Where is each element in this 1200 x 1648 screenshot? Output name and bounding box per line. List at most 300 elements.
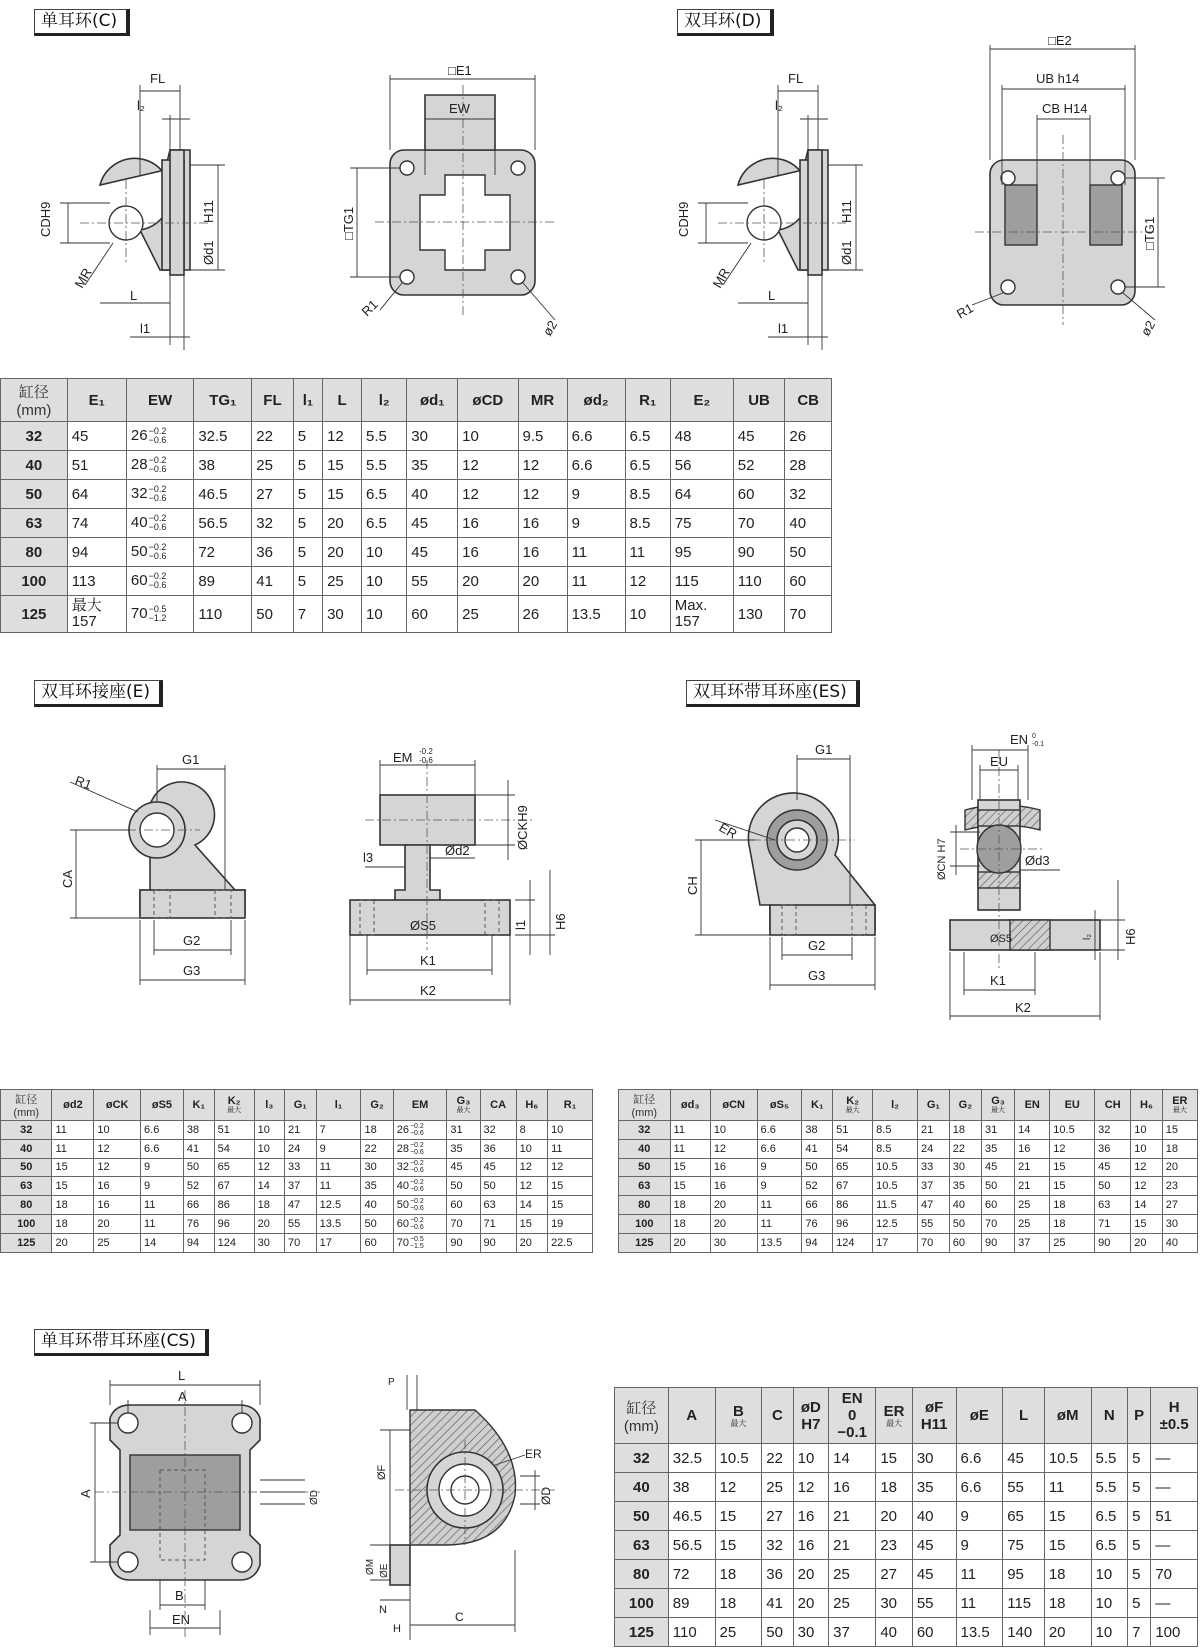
column-header: E₂ <box>670 379 733 422</box>
table-cell: 6.6 <box>757 1139 802 1158</box>
d-front-cb-label: CB H14 <box>1042 101 1088 116</box>
es-side-er-label: ER <box>716 819 740 842</box>
column-header: K₁ <box>183 1090 214 1121</box>
table-cell: 9 <box>141 1177 184 1196</box>
c-side-h11-label: H11 <box>201 200 216 223</box>
table-cell: 11 <box>1044 1473 1091 1502</box>
table-cell: 10 <box>516 1139 547 1158</box>
es-side-g2-label: G2 <box>808 938 826 953</box>
d-front-e2-label: □E2 <box>1048 33 1072 48</box>
table-cell: 96 <box>214 1214 254 1233</box>
drawing-d-side <box>668 55 888 365</box>
table-cell: 38 <box>802 1121 833 1140</box>
table-cell: 16 <box>94 1196 141 1215</box>
table-cell: 28−0.2 −0.6 <box>126 451 193 480</box>
table-row <box>1 451 832 480</box>
table-cell: 5 <box>293 480 322 509</box>
table-cell: 11 <box>316 1158 361 1177</box>
column-header: H₆ <box>516 1090 547 1121</box>
table-cell: 35 <box>949 1177 981 1196</box>
e-front-l3-label: l3 <box>363 850 374 865</box>
table-cell: 11 <box>670 1139 710 1158</box>
c-front-e1-label: □E1 <box>448 63 472 78</box>
table-cell: 18 <box>52 1196 94 1215</box>
table-cell: 41 <box>762 1589 793 1618</box>
table-cell: 70−0.5 −1.5 <box>393 1233 447 1252</box>
table-cell: 15 <box>1050 1158 1095 1177</box>
e-side-r1-label: R1 <box>72 772 94 793</box>
table-cell: 25 <box>1015 1196 1050 1215</box>
table-row <box>619 1233 1198 1252</box>
d-front-r1-label: R1 <box>954 300 976 322</box>
table-cell: 11 <box>141 1214 184 1233</box>
table-row <box>1 538 832 567</box>
table-cell: 5 <box>293 538 322 567</box>
table-cell: 40 <box>361 1196 393 1215</box>
table-cell: 12 <box>518 480 567 509</box>
table-cell: 60−0.2 −0.6 <box>393 1214 447 1233</box>
table-cell: 75 <box>670 509 733 538</box>
table-cell: 14 <box>1131 1196 1162 1215</box>
table-cell: 90 <box>480 1233 516 1252</box>
table-cell: 11 <box>548 1139 593 1158</box>
table-es <box>618 1089 1198 1253</box>
table-cell: 30 <box>407 422 458 451</box>
table-cell: 9 <box>757 1177 802 1196</box>
cs-top-a-label: A <box>178 1389 187 1404</box>
table-cell: 55 <box>284 1214 316 1233</box>
table-cell: 27 <box>252 480 293 509</box>
table-cell: 18 <box>1044 1560 1091 1589</box>
table-row <box>615 1589 1198 1618</box>
table-cell: 21 <box>1015 1177 1050 1196</box>
table-cell: 16 <box>710 1158 757 1177</box>
es-front-eu-label: EU <box>990 754 1009 769</box>
column-header: G₁ <box>918 1090 950 1121</box>
table-cell: 40−0.2 −0.6 <box>126 509 193 538</box>
column-header: EU <box>1050 1090 1095 1121</box>
c-side-cdh9-label: CDH9 <box>38 201 53 237</box>
table-cell: 31 <box>447 1121 480 1140</box>
table-cell: 10 <box>1091 1618 1128 1647</box>
table-cell: 12 <box>1050 1139 1095 1158</box>
drawing-es-front <box>936 730 1180 1040</box>
cs-side-m-label: ØM <box>365 1558 376 1575</box>
table-cell: 50 <box>480 1177 516 1196</box>
table-cell: 24 <box>284 1139 316 1158</box>
table-cell: 20 <box>710 1196 757 1215</box>
table-cell: 50 <box>183 1158 214 1177</box>
table-row <box>1 1233 593 1252</box>
table-cell: 20 <box>793 1589 828 1618</box>
cs-top-d-label: ØD <box>309 1490 320 1505</box>
column-header: R₁ <box>548 1090 593 1121</box>
tolerance: −0.5 −1.5 <box>409 1235 424 1250</box>
cs-top-en-label: EN <box>172 1612 191 1627</box>
column-header: G₃ 最大 <box>447 1090 480 1121</box>
d-side-fl-label: FL <box>788 71 804 86</box>
es-front-h6-label: H6 <box>1123 928 1138 945</box>
table-cell: 94 <box>183 1233 214 1252</box>
table-cell: 50 <box>1095 1177 1131 1196</box>
tolerance: −0.2 −0.6 <box>409 1198 424 1213</box>
bore-cell: 40 <box>1 451 68 480</box>
table-cell: 21 <box>918 1121 950 1140</box>
table-cell: 45 <box>912 1560 956 1589</box>
bore-cell: 125 <box>1 596 68 633</box>
table-cell: 12 <box>254 1158 284 1177</box>
table-cell: 115 <box>670 567 733 596</box>
table-cell: 21 <box>284 1121 316 1140</box>
table-cell: 51 <box>1151 1502 1198 1531</box>
bore-cell: 40 <box>619 1139 671 1158</box>
table-row <box>1 1214 593 1233</box>
table-row <box>1 1139 593 1158</box>
table-cell: 20 <box>1162 1158 1197 1177</box>
table-cell: 11 <box>567 538 625 567</box>
table-cell: 10 <box>548 1121 593 1140</box>
table-cell: 14 <box>1015 1121 1050 1140</box>
tolerance: −0.2 −0.6 <box>409 1122 424 1137</box>
header-subscript: 最大 <box>886 1419 903 1428</box>
table-cell: 90 <box>982 1233 1015 1252</box>
column-header: FL <box>252 379 293 422</box>
table-cs <box>614 1387 1198 1647</box>
table-cell: 6.5 <box>362 509 407 538</box>
table-cell: 32.5 <box>668 1444 715 1473</box>
table-cell: 25 <box>829 1560 876 1589</box>
table-cell: 25 <box>1050 1233 1095 1252</box>
column-header: 缸径 (mm) <box>1 1090 52 1121</box>
table-cell: 94 <box>67 538 126 567</box>
bore-cell: 50 <box>619 1158 671 1177</box>
section-title-es: 双耳环带耳环座(ES) <box>686 680 860 707</box>
table-cell: 16 <box>458 509 518 538</box>
table-cell: 70 <box>733 509 785 538</box>
table-cell: 22 <box>361 1139 393 1158</box>
table-cell: 60 <box>361 1233 393 1252</box>
e-front-h6-label: H6 <box>553 913 568 930</box>
table-cell: 27 <box>762 1502 793 1531</box>
table-cell: 5 <box>293 451 322 480</box>
table-cell: 30 <box>323 596 362 633</box>
table-cell: 8.5 <box>625 509 670 538</box>
table-cell: 5.5 <box>1091 1473 1128 1502</box>
table-cell: 12 <box>625 567 670 596</box>
cs-side-f-label: ØF <box>376 1464 388 1480</box>
table-cell: 11 <box>316 1177 361 1196</box>
table-cell: 25 <box>323 567 362 596</box>
header-subscript: 最大 <box>730 1419 747 1428</box>
cs-side-c-label: C <box>455 1610 464 1624</box>
e-side-g1-label: G1 <box>182 752 200 767</box>
table-cell: 17 <box>873 1233 918 1252</box>
bore-cell: 40 <box>1 1139 52 1158</box>
table-cell: 21 <box>829 1531 876 1560</box>
e-front-em-tol-lo: -0.6 <box>419 756 433 765</box>
table-cell: 5 <box>1128 1589 1151 1618</box>
table-cell: 10 <box>1131 1139 1162 1158</box>
table-cell: 15 <box>1050 1177 1095 1196</box>
table-cell: 55 <box>918 1214 950 1233</box>
drawing-d-front <box>950 35 1170 345</box>
table-c-d <box>0 378 832 633</box>
table-cell: 30 <box>949 1158 981 1177</box>
table-cell: 5 <box>1128 1531 1151 1560</box>
table-cell: 10 <box>1131 1121 1162 1140</box>
table-cell: 52 <box>802 1177 833 1196</box>
table-cell: 70 <box>982 1214 1015 1233</box>
column-header: øCK <box>94 1090 141 1121</box>
d-side-l1-label: l1 <box>778 321 789 336</box>
column-header: CB <box>785 379 832 422</box>
d-side-cdh9-label: CDH9 <box>676 201 691 237</box>
cs-side-h-label: H <box>393 1623 401 1635</box>
es-front-cnh7-label: ØCN H7 <box>936 838 948 880</box>
tolerance: −0.2 −0.6 <box>409 1216 424 1231</box>
table-cell: 20 <box>323 509 362 538</box>
drawing-e-front <box>335 740 595 1040</box>
table-cell: 51 <box>214 1121 254 1140</box>
column-header: CH <box>1095 1090 1131 1121</box>
table-cell: 22 <box>252 422 293 451</box>
table-cell: 41 <box>183 1139 214 1158</box>
column-header: øCD <box>458 379 518 422</box>
c-front-ew-label: EW <box>449 101 470 116</box>
table-cell: 60 <box>785 567 832 596</box>
column-header: E₁ <box>67 379 126 422</box>
table-cell: 7 <box>1128 1618 1151 1647</box>
table-cell: 20 <box>876 1502 913 1531</box>
table-cell: 36 <box>252 538 293 567</box>
bore-cell: 32 <box>619 1121 671 1140</box>
column-header: øE <box>956 1388 1003 1444</box>
section-title-cs: 单耳环带耳环座(CS) <box>34 1329 209 1356</box>
table-cell: 20 <box>94 1214 141 1233</box>
table-cell: 25 <box>458 596 518 633</box>
table-cell: 8 <box>516 1121 547 1140</box>
table-cell: 12 <box>516 1177 547 1196</box>
table-row <box>615 1502 1198 1531</box>
table-cell: 10.5 <box>873 1158 918 1177</box>
c-side-l-label: L <box>130 288 138 303</box>
table-cell: 140 <box>1003 1618 1045 1647</box>
table-cell: 65 <box>833 1158 873 1177</box>
table-cell: 52 <box>183 1177 214 1196</box>
cs-side-er-label: ER <box>525 1447 542 1461</box>
table-cell: 最大 157 <box>67 596 126 633</box>
table-cell: 6.5 <box>625 422 670 451</box>
table-cell: 67 <box>833 1177 873 1196</box>
es-front-en-tol-lo: -0.1 <box>1032 741 1045 748</box>
table-cell: 56 <box>670 451 733 480</box>
table-cell: 12 <box>516 1158 547 1177</box>
table-cell: 20 <box>323 538 362 567</box>
table-cell: 50 <box>762 1618 793 1647</box>
table-cell: 22 <box>949 1139 981 1158</box>
header-subscript: 最大 <box>845 1107 860 1114</box>
column-header: K₂ 最大 <box>833 1090 873 1121</box>
table-cell: 36 <box>480 1139 516 1158</box>
table-cell: 33 <box>284 1158 316 1177</box>
table-cell: 15 <box>1162 1121 1197 1140</box>
table-row <box>619 1121 1198 1140</box>
table-cell: 66 <box>802 1196 833 1215</box>
table-cell: 5 <box>1128 1473 1151 1502</box>
column-header: MR <box>518 379 567 422</box>
e-front-ckh9-label: ØCKH9 <box>515 805 530 850</box>
table-cell: 51 <box>833 1121 873 1140</box>
table-cell: 18 <box>361 1121 393 1140</box>
table-cell: 45 <box>407 538 458 567</box>
table-cell: 12 <box>548 1158 593 1177</box>
d-front-tg1-label: □TG1 <box>1142 216 1157 250</box>
table-cell: 16 <box>793 1502 828 1531</box>
table-cell: 55 <box>912 1589 956 1618</box>
es-side-ch-label: CH <box>685 876 700 895</box>
table-cell: 56.5 <box>668 1531 715 1560</box>
e-front-k1-label: K1 <box>420 953 436 968</box>
table-cell: 23 <box>876 1531 913 1560</box>
column-header: 缸径 (mm) <box>1 379 68 422</box>
column-header: ød2 <box>52 1090 94 1121</box>
table-cell: 15 <box>670 1158 710 1177</box>
table-cell: 30 <box>876 1589 913 1618</box>
table-cell: 26 <box>785 422 832 451</box>
column-header: H ±0.5 <box>1151 1388 1198 1444</box>
table-cell: 90 <box>733 538 785 567</box>
tolerance: −0.2 −0.6 <box>409 1141 424 1156</box>
table-cell: 27 <box>1162 1196 1197 1215</box>
table-cell: 71 <box>1095 1214 1131 1233</box>
table-cell: 9 <box>567 509 625 538</box>
bore-cell: 50 <box>615 1502 669 1531</box>
table-cell: 26−0.2 −0.6 <box>126 422 193 451</box>
table-cell: 11.5 <box>873 1196 918 1215</box>
table-cell: 12 <box>710 1139 757 1158</box>
table-cell: 67 <box>214 1177 254 1196</box>
table-row <box>1 422 832 451</box>
e-side-g3-label: G3 <box>183 963 201 978</box>
table-row <box>619 1177 1198 1196</box>
column-header: l₂ <box>873 1090 918 1121</box>
table-cell: 76 <box>802 1214 833 1233</box>
table-cell: 35 <box>361 1177 393 1196</box>
column-header: l₁ <box>293 379 322 422</box>
table-cell: 15 <box>1131 1214 1162 1233</box>
column-header: TG₁ <box>194 379 252 422</box>
table-cell: 110 <box>733 567 785 596</box>
table-cell: 6.6 <box>956 1444 1003 1473</box>
tolerance: −0.2 −0.6 <box>148 426 167 446</box>
c-front-d2-label: ø2 <box>539 317 561 339</box>
table-cell: 5.5 <box>1091 1444 1128 1473</box>
table-cell: 5 <box>1128 1502 1151 1531</box>
table-cell: 95 <box>670 538 733 567</box>
table-cell: 30 <box>793 1618 828 1647</box>
table-cell: 18 <box>670 1196 710 1215</box>
bore-cell: 125 <box>615 1618 669 1647</box>
table-cell: 7 <box>293 596 322 633</box>
cs-side-d-label: ØD <box>539 1487 553 1505</box>
column-header: EN <box>1015 1090 1050 1121</box>
table-cell: 10 <box>458 422 518 451</box>
table-cell: 32 <box>762 1531 793 1560</box>
table-cell: 25 <box>252 451 293 480</box>
table-cell: 12 <box>94 1139 141 1158</box>
c-front-r1-label: R1 <box>358 296 381 320</box>
column-header: EW <box>126 379 193 422</box>
table-cell: 45 <box>733 422 785 451</box>
tolerance: −0.2 −0.6 <box>409 1160 424 1175</box>
table-cell: 76 <box>183 1214 214 1233</box>
table-cell: 124 <box>214 1233 254 1252</box>
es-front-en-tol-up: 0 <box>1032 733 1036 740</box>
table-cell: 16 <box>458 538 518 567</box>
table-cell: 90 <box>1095 1233 1131 1252</box>
drawing-c-side <box>30 55 250 365</box>
table-cell: 13.5 <box>316 1214 361 1233</box>
table-row <box>1 1121 593 1140</box>
c-front-tg1-label: □TG1 <box>341 206 356 240</box>
bore-cell: 63 <box>1 509 68 538</box>
table-cell: 16 <box>94 1177 141 1196</box>
column-header: L <box>1003 1388 1045 1444</box>
table-cell: 75 <box>1003 1531 1045 1560</box>
table-cell: 14 <box>254 1177 284 1196</box>
table-cell: 50 <box>785 538 832 567</box>
table-cell: 89 <box>668 1589 715 1618</box>
table-cell: 18 <box>949 1121 981 1140</box>
cs-top-a-side-label: A <box>78 1489 93 1498</box>
table-cell: 10.5 <box>873 1177 918 1196</box>
table-cell: 5.5 <box>362 451 407 480</box>
table-cell: 20 <box>518 567 567 596</box>
table-cell: 86 <box>214 1196 254 1215</box>
column-header: P <box>1128 1388 1151 1444</box>
table-cell: 12 <box>458 480 518 509</box>
e-front-s5-label: ØS5 <box>410 918 437 933</box>
tolerance: −0.2 −0.6 <box>148 513 167 533</box>
d-front-d2-label: ø2 <box>1137 317 1159 339</box>
table-cell: 40 <box>407 480 458 509</box>
table-cell: 30 <box>1162 1214 1197 1233</box>
c-side-l1-label: l1 <box>140 321 151 336</box>
column-header: R₁ <box>625 379 670 422</box>
table-cell: 20 <box>670 1233 710 1252</box>
table-cell: 13.5 <box>567 596 625 633</box>
table-cell: 50 <box>361 1214 393 1233</box>
table-cell: 41 <box>802 1139 833 1158</box>
column-header: l₃ <box>254 1090 284 1121</box>
table-cell: 5.5 <box>362 422 407 451</box>
c-side-mr-label: MR <box>71 265 95 291</box>
table-cell: 10 <box>362 538 407 567</box>
tolerance: −0.2 −0.6 <box>148 484 167 504</box>
table-cell: 10 <box>625 596 670 633</box>
column-header: øS5 <box>141 1090 184 1121</box>
table-cell: 8.5 <box>873 1121 918 1140</box>
table-cell: 11 <box>567 567 625 596</box>
column-header: G₃ 最大 <box>982 1090 1015 1121</box>
cs-top-l-label: L <box>178 1368 186 1383</box>
bore-cell: 63 <box>1 1177 52 1196</box>
table-cell: 60 <box>407 596 458 633</box>
e-front-d2-label: Ød2 <box>445 843 470 858</box>
table-row <box>1 1177 593 1196</box>
cs-top-b-label: B <box>175 1588 184 1603</box>
table-cell: 30 <box>912 1444 956 1473</box>
